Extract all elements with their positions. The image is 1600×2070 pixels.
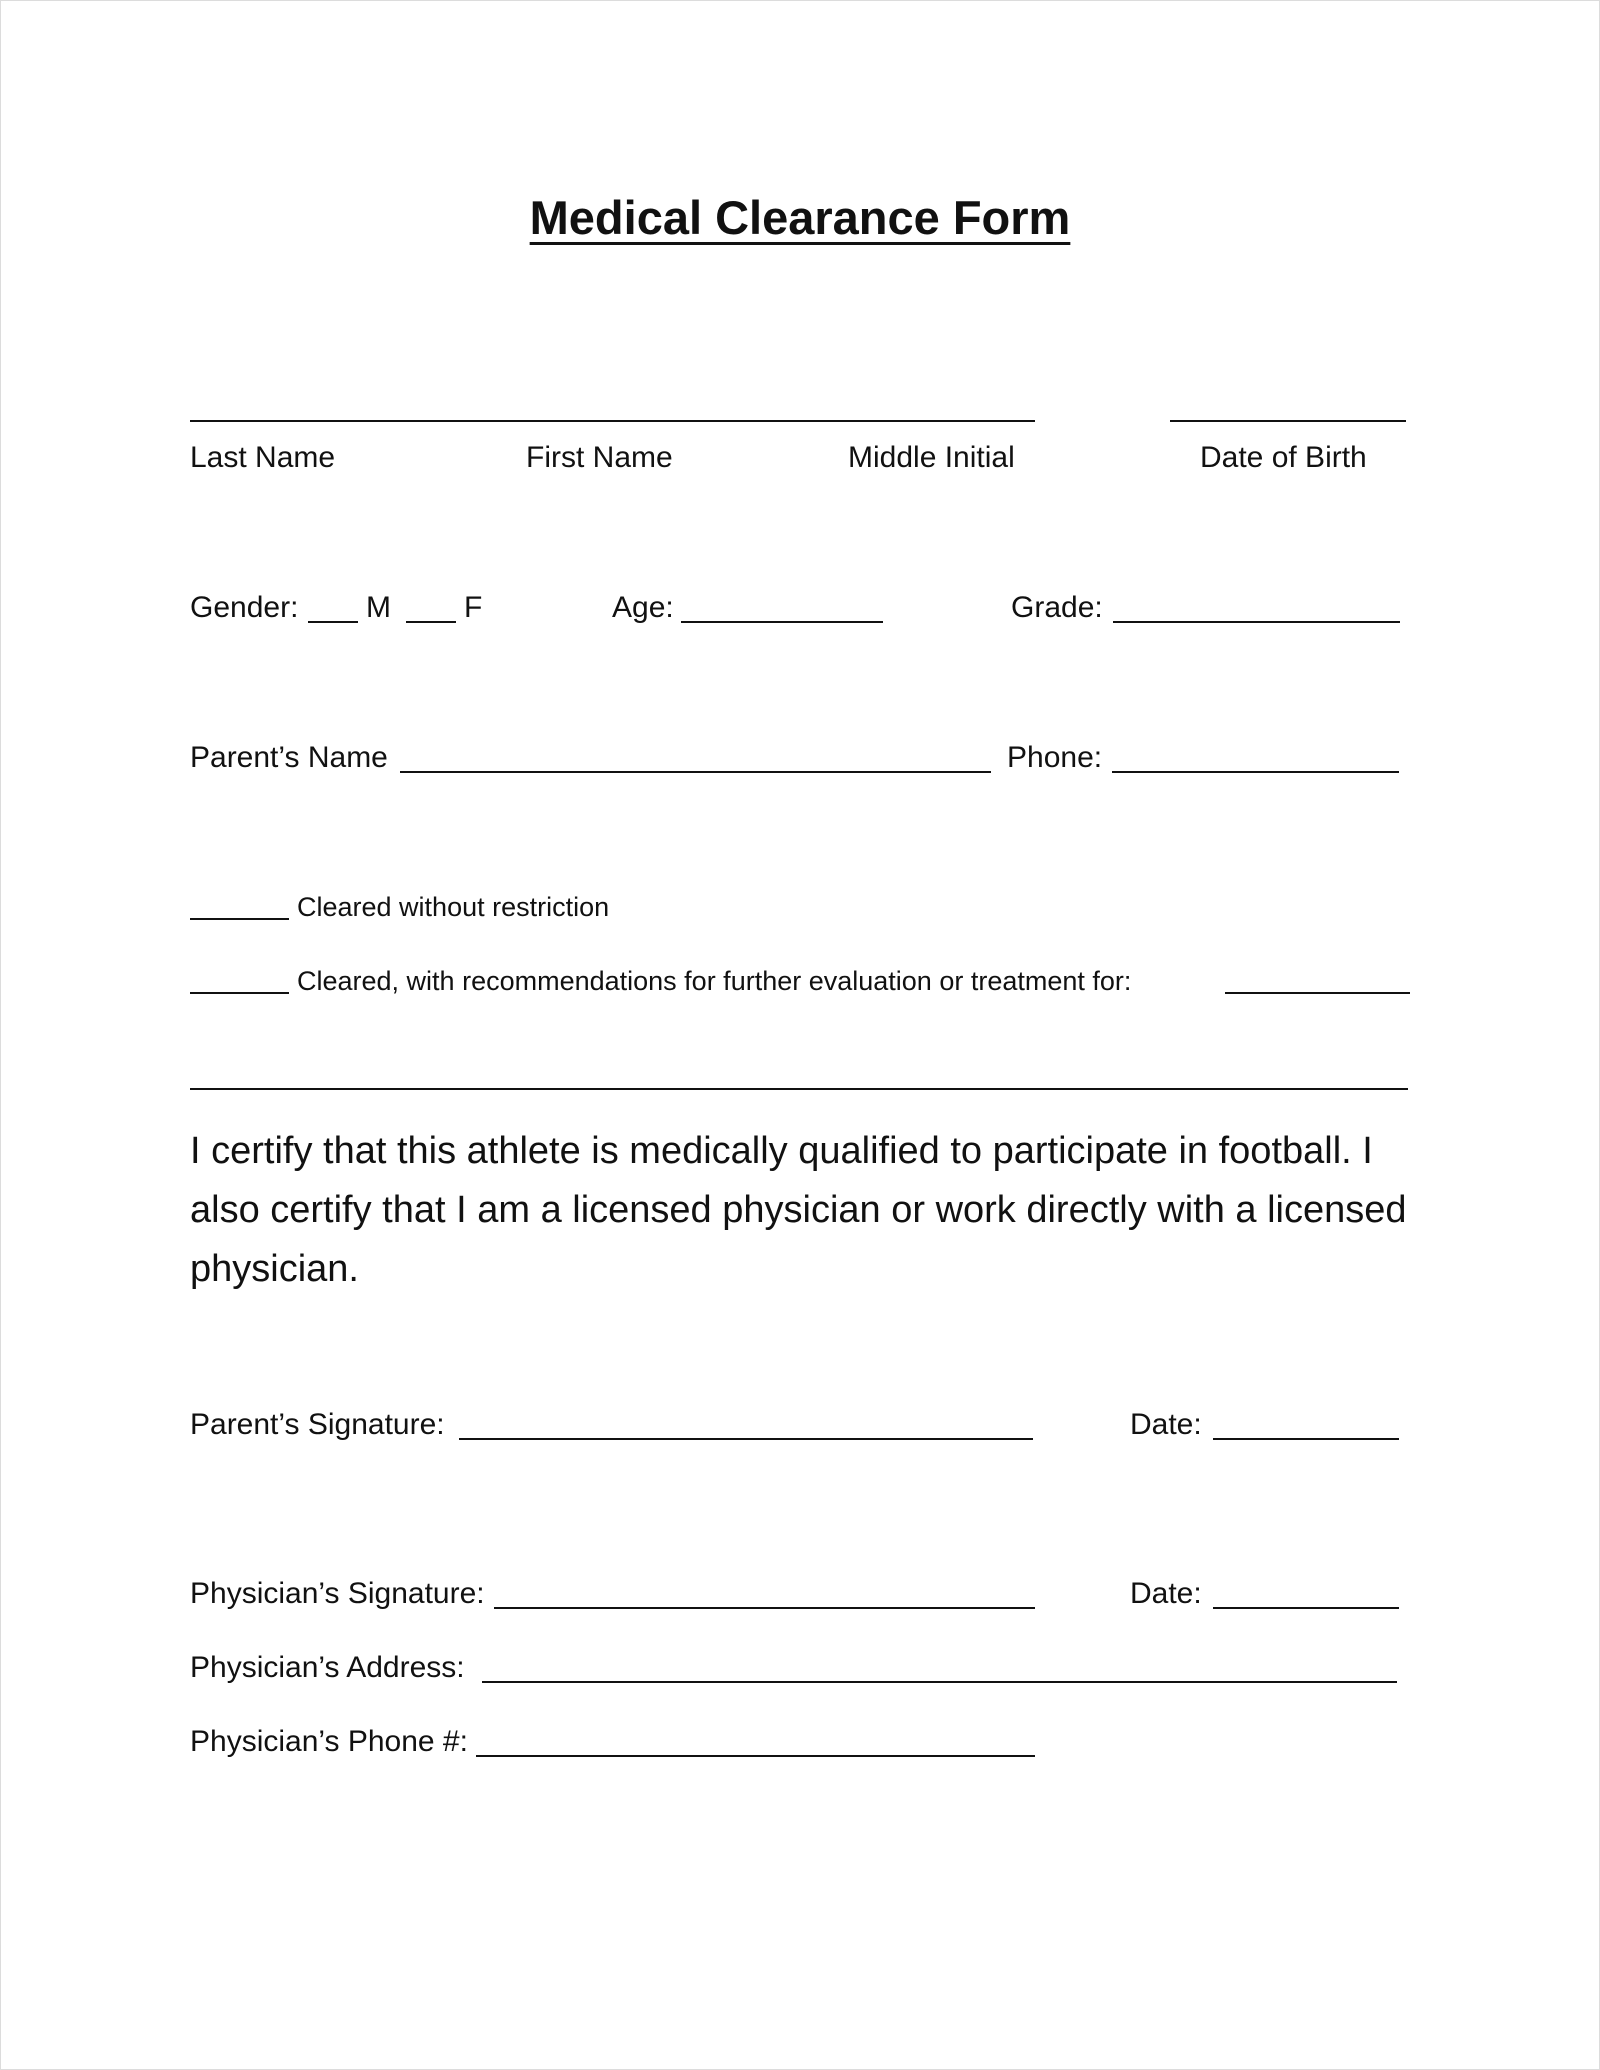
physician-address-label: Physician’s Address:: [190, 1651, 465, 1684]
physician-signature-line[interactable]: [494, 1607, 1035, 1609]
physician-phone-label: Physician’s Phone #:: [190, 1725, 468, 1758]
recommendations-continued-line[interactable]: [190, 1088, 1408, 1090]
physician-phone-line[interactable]: [476, 1755, 1035, 1757]
date-of-birth-line[interactable]: [1170, 420, 1406, 422]
gender-male-label: M: [366, 591, 391, 624]
date-of-birth-label: Date of Birth: [1200, 441, 1367, 474]
physician-address-line[interactable]: [482, 1681, 1397, 1683]
physician-signature-label: Physician’s Signature:: [190, 1577, 485, 1610]
recommendations-line[interactable]: [1225, 992, 1410, 994]
cleared-without-restriction-line[interactable]: [190, 918, 289, 920]
phone-label: Phone:: [1007, 741, 1103, 774]
grade-label: Grade:: [1011, 591, 1103, 624]
physician-date-label: Date:: [1130, 1577, 1202, 1610]
cleared-with-recommendations-label: Cleared, with recommendations for further evaluation or treatment for:: [297, 966, 1132, 996]
parent-signature-line[interactable]: [459, 1438, 1033, 1440]
cleared-without-restriction-label: Cleared without restriction: [297, 892, 610, 922]
gender-male-line[interactable]: [308, 621, 358, 623]
certification-statement: I certify that this athlete is medically qualified to participate in football. I also certify that I am a licensed physician or work directly with a licensed physician.: [190, 1130, 1407, 1290]
middle-initial-label: Middle Initial: [848, 441, 1015, 474]
parent-signature-label: Parent’s Signature:: [190, 1408, 445, 1441]
physician-date-line[interactable]: [1213, 1607, 1399, 1609]
age-label: Age:: [612, 591, 674, 624]
page-title: Medical Clearance Form: [529, 191, 1071, 244]
gender-label: Gender:: [190, 591, 299, 624]
parent-name-label: Parent’s Name: [190, 741, 388, 774]
gender-female-line[interactable]: [406, 621, 456, 623]
last-name-label: Last Name: [190, 441, 336, 474]
full-name-line[interactable]: [190, 420, 1035, 422]
parent-name-line[interactable]: [400, 771, 991, 773]
cleared-with-recommendations-line[interactable]: [190, 992, 289, 994]
gender-female-label: F: [464, 591, 483, 624]
phone-line[interactable]: [1112, 771, 1399, 773]
first-name-label: First Name: [526, 441, 673, 474]
parent-date-line[interactable]: [1213, 1438, 1399, 1440]
parent-date-label: Date:: [1130, 1408, 1202, 1441]
age-line[interactable]: [681, 621, 883, 623]
grade-line[interactable]: [1113, 621, 1400, 623]
